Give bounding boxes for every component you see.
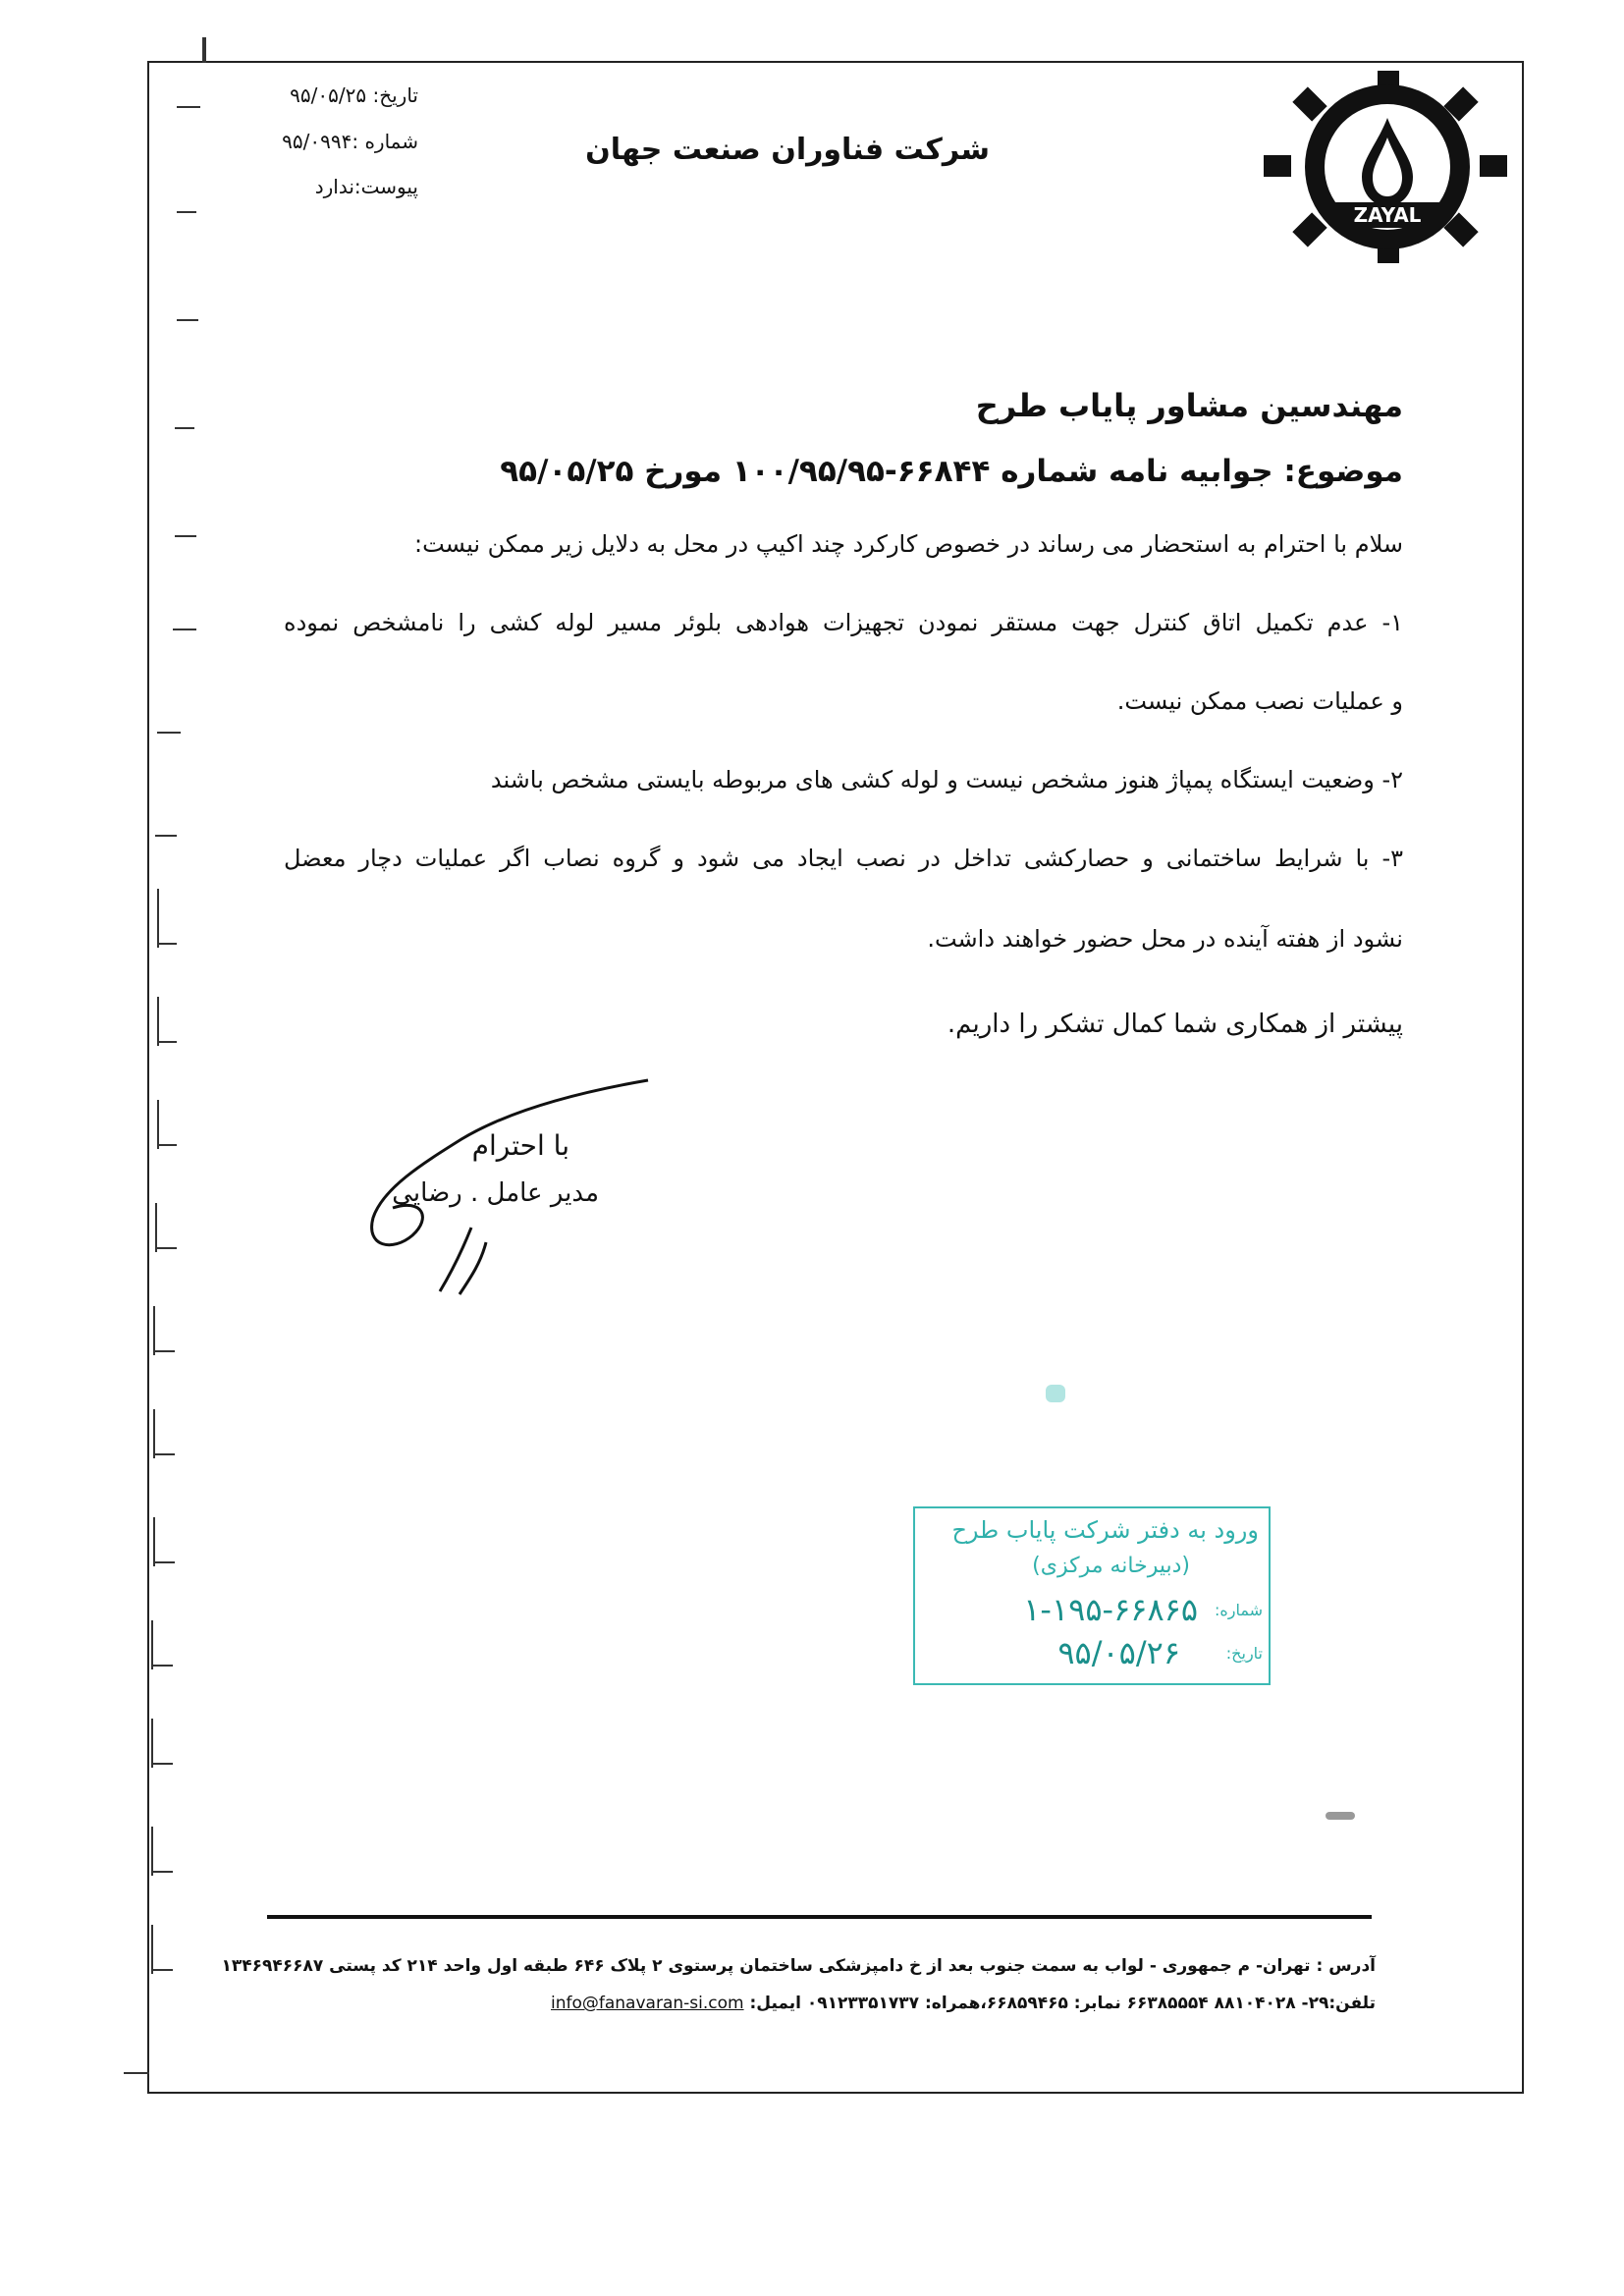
signature-block — [324, 1070, 658, 1326]
letter-number: شماره :۹۵/۰۹۹۴ — [282, 130, 418, 153]
svg-text:ZAYAL: ZAYAL — [1353, 203, 1422, 227]
greeting-line: سلام با احترام به استحضار می رساند در خصوص کارکرد چند اکیپ در محل به دلایل زیر ممکن نیست: — [414, 530, 1403, 558]
footer-address: آدرس : تهران- م جمهوری - لواب به سمت جنوب بعد از خ دامپزشکی ساختمان پرستوی ۲ پلاک ۶۴۶ طبقه اول واحد ۲۱۴ کد پستی ۱۳۴۶۹۴۶۶۸۷ — [221, 1956, 1376, 1976]
company-name: شرکت فناوران صنعت جهان — [585, 133, 990, 167]
scan-smudge — [1326, 1812, 1355, 1820]
letter-date: تاریخ: ۹۵/۰۵/۲۵ — [290, 83, 418, 107]
faint-ink-mark — [1046, 1385, 1065, 1402]
received-stamp — [913, 1506, 1271, 1685]
letter-attachment: پیوست:ندارد — [314, 175, 418, 198]
stamp-title: ورود به دفتر شرکت پایاب طرح — [951, 1516, 1259, 1544]
stamp-date-label: تاریخ: — [1225, 1644, 1263, 1663]
item-1-line-1: ۱- عدم تکمیل اتاق کنترل جهت مستقر نمودن تجهیزات هوادهی بلوئر مسیر لوله کشی را نامشخص نموده — [284, 609, 1403, 636]
handwritten-signature-icon — [324, 1070, 658, 1326]
footer-contact — [551, 1994, 1376, 2013]
stamp-subtitle: (دبیرخانه مرکزی) — [1032, 1554, 1190, 1578]
footer-email-link[interactable]: info@fanavaran-si.com — [551, 1994, 744, 2013]
item-2: ۲- وضعیت ایستگاه پمپاژ هنوز مشخص نیست و لوله کشی های مربوطه بایستی مشخص باشند — [490, 766, 1403, 793]
item-3-line-2: نشود از هفته آینده در محل حضور خواهند داشت. — [927, 925, 1403, 953]
company-logo-icon — [1262, 69, 1507, 265]
addressee: مهندسین مشاور پایاب طرح — [975, 387, 1403, 424]
item-3-line-1: ۳- با شرایط ساختمانی و حصارکشی تداخل در نصب ایجاد می شود و گروه نصاب اگر عملیات دچار معضل — [284, 845, 1403, 872]
footer-phones: تلفن:۲۹- ۸۸۱۰۴۰۲۸ ۶۶۳۸۵۵۵۴ نمابر: ۶۶۸۵۹۴۶۵،همراه: ۰۹۱۲۳۳۵۱۷۳۷ ایمیل: — [749, 1994, 1376, 2013]
signatory-title: مدیر عامل . رضایی — [392, 1178, 599, 1208]
stamp-number-value: ۱-۱۹۵-۶۶۸۶۵ — [1023, 1591, 1198, 1628]
stamp-date-value: ۹۵/۰۵/۲۶ — [1057, 1634, 1180, 1671]
closing-line: پیشتر از همکاری شما کمال تشکر را داریم. — [947, 1010, 1403, 1039]
item-1-line-2: و عملیات نصب ممکن نیست. — [1116, 687, 1403, 715]
subject-line: موضوع: جوابیه نامه شماره ۶۶۸۴۴-۱۰۰/۹۵/۹۵ مورخ ۹۵/۰۵/۲۵ — [500, 454, 1403, 489]
stamp-number-label: شماره: — [1214, 1601, 1263, 1619]
regards-text: با احترام — [471, 1129, 569, 1162]
footer-divider — [267, 1915, 1372, 1919]
